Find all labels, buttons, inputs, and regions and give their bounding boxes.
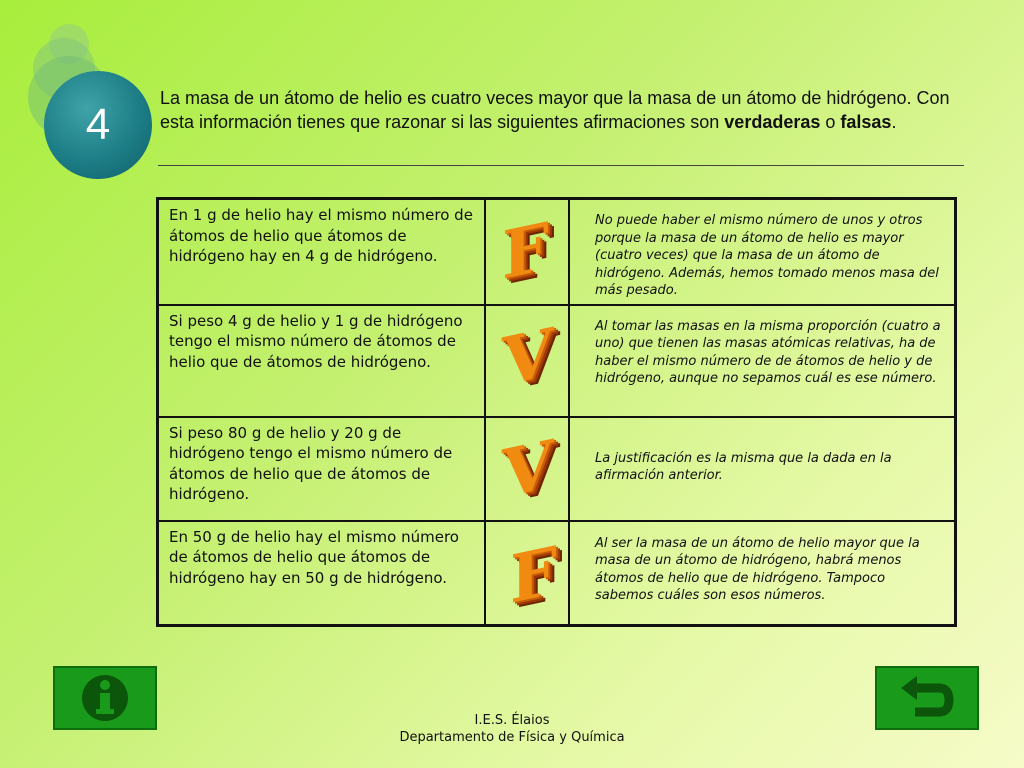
answer-letter: V bbox=[502, 424, 554, 513]
justification-cell: Al ser la masa de un átomo de helio mayor que la masa de un átomo de hidrógeno, habrá menos átomos de helio que de hidrógeno. Tampoco sabemos cuáles son esos números. bbox=[569, 521, 956, 626]
answer-cell bbox=[485, 305, 569, 417]
intro-bold-true: verdaderas bbox=[724, 112, 821, 132]
intro-connector: o bbox=[820, 112, 841, 132]
table-row bbox=[158, 305, 956, 417]
divider bbox=[158, 165, 964, 166]
justification-cell: La justificación es la misma que la dada en la afirmación anterior. bbox=[569, 417, 956, 521]
department-name: Departamento de Física y Química bbox=[399, 730, 625, 745]
return-arrow-icon bbox=[899, 674, 955, 722]
info-button[interactable] bbox=[53, 666, 157, 730]
statement-cell: En 1 g de helio hay el mismo número de átomos de helio que átomos de hidrógeno hay en 4 g de hidrógeno. bbox=[158, 199, 486, 305]
statement-cell: En 50 g de helio hay el mismo número de átomos de helio que átomos de hidrógeno hay en 50 g de hidrógeno. bbox=[158, 521, 486, 626]
question-number-badge bbox=[44, 71, 152, 179]
answer-letter: V bbox=[502, 312, 554, 401]
school-name: I.E.S. Élaios bbox=[474, 713, 550, 728]
intro-text: La masa de un átomo de helio es cuatro veces mayor que la masa de un átomo de hidrógeno. Con esta información tienes que razonar si las siguientes afirmaciones son bbox=[160, 88, 950, 132]
justification-cell: No puede haber el mismo número de unos y otros porque la masa de un átomo de helio es mayor (cuatro veces) que la masa de un átomo de hidrógeno. Además, hemos tomado menos masa del más pesado. bbox=[569, 199, 956, 305]
table-row bbox=[158, 521, 956, 626]
intro-bold-false: falsas bbox=[840, 112, 892, 132]
table-row bbox=[158, 199, 956, 305]
question-statement bbox=[160, 86, 950, 134]
justification-cell: Al tomar las masas en la misma proporción (cuatro a uno) que tienen las masas atómicas relativas, ha de haber el mismo número de de átomos de helio y de hidrógeno, aunque no sepamos cuál es ese número. bbox=[569, 305, 956, 417]
info-icon bbox=[79, 672, 131, 724]
footer bbox=[362, 712, 662, 746]
statements-table bbox=[156, 197, 957, 627]
answer-letter: F bbox=[510, 530, 557, 619]
back-button[interactable] bbox=[875, 666, 979, 730]
answer-cell bbox=[485, 417, 569, 521]
question-number: 4 bbox=[85, 100, 111, 149]
table-row bbox=[158, 417, 956, 521]
answer-cell bbox=[485, 521, 569, 626]
statement-cell: Si peso 80 g de helio y 20 g de hidrógeno tengo el mismo número de átomos de helio que de átomos de hidrógeno. bbox=[158, 417, 486, 521]
statement-cell: Si peso 4 g de helio y 1 g de hidrógeno tengo el mismo número de átomos de helio que de átomos de hidrógeno. bbox=[158, 305, 486, 417]
answer-cell bbox=[485, 199, 569, 305]
intro-period: . bbox=[891, 112, 897, 132]
answer-letter: F bbox=[502, 207, 549, 295]
